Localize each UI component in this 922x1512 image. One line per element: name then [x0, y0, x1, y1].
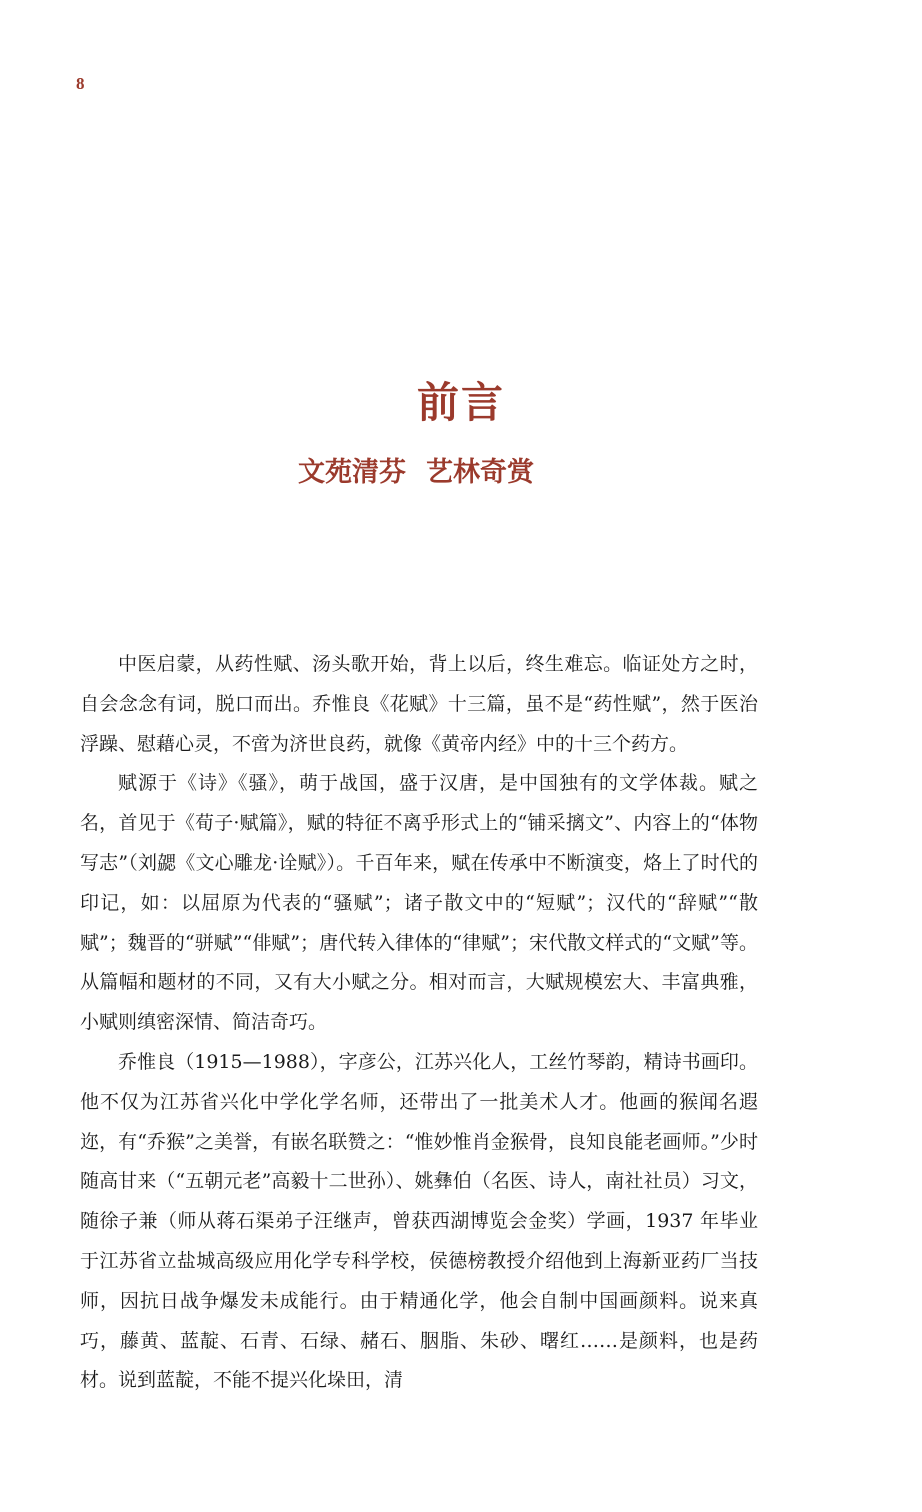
body-text	[80, 645, 758, 1401]
paragraph-2: 赋源于《诗》《骚》，萌于战国，盛于汉唐，是中国独有的文学体裁。赋之名，首见于《荀子·赋篇》，赋的特征不离乎形式上的“铺采摛文”、内容上的“体物写志”（刘勰《文心雕龙·诠赋》）。千百年来，赋在传承中不断演变，烙上了时代的印记，如：以屈原为代表的“骚赋”；诸子散文中的“短赋”；汉代的“辞赋”“散赋”；魏晋的“骈赋”“俳赋”；唐代转入律体的“律赋”；宋代散文样式的“文赋”等。从篇幅和题材的不同，又有大小赋之分。相对而言，大赋规模宏大、丰富典雅，小赋则缜密深情、简洁奇巧。	[80, 772, 758, 1034]
subtitle-part-2: 艺林奇赏	[426, 457, 534, 488]
paragraph-1: 中医启蒙，从药性赋、汤头歌开始，背上以后，终生难忘。临证处方之时，自会念念有词，脱口而出。乔惟良《花赋》十三篇，虽不是“药性赋”，然于医治浮躁、慰藉心灵，不啻为济世良药，就像《黄帝内经》中的十三个药方。	[80, 653, 758, 755]
page-title: 前言	[416, 378, 505, 427]
page-number: 8	[76, 74, 85, 93]
page-subtitle	[0, 450, 832, 489]
paragraph-3: 乔惟良（1915—1988），字彦公，江苏兴化人，工丝竹琴韵，精诗书画印。他不仅为江苏省兴化中学化学名师，还带出了一批美术人才。他画的猴闻名遐迩，有“乔猴”之美誉，有嵌名联赞之：“惟妙惟肖金猴骨，良知良能老画师。”少时随高甘来（“五朝元老”高毅十二世孙）、姚彝伯（名医、诗人，南社社员）习文，随徐子兼（师从蒋石渠弟子汪继声，曾获西湖博览会金奖）学画，1937 年毕业于江苏省立盐城高级应用化学专科学校，侯德榜教授介绍他到上海新亚药厂当技师，因抗日战争爆发未成能行。由于精通化学，他会自制中国画颜料。说来真巧，藤黄、蓝靛、石青、石绿、赭石、胭脂、朱砂、曙红……是颜料，也是药材。说到蓝靛，不能不提兴化垛田，清	[80, 1050, 758, 1392]
subtitle-part-1: 文苑清芬	[298, 457, 406, 488]
